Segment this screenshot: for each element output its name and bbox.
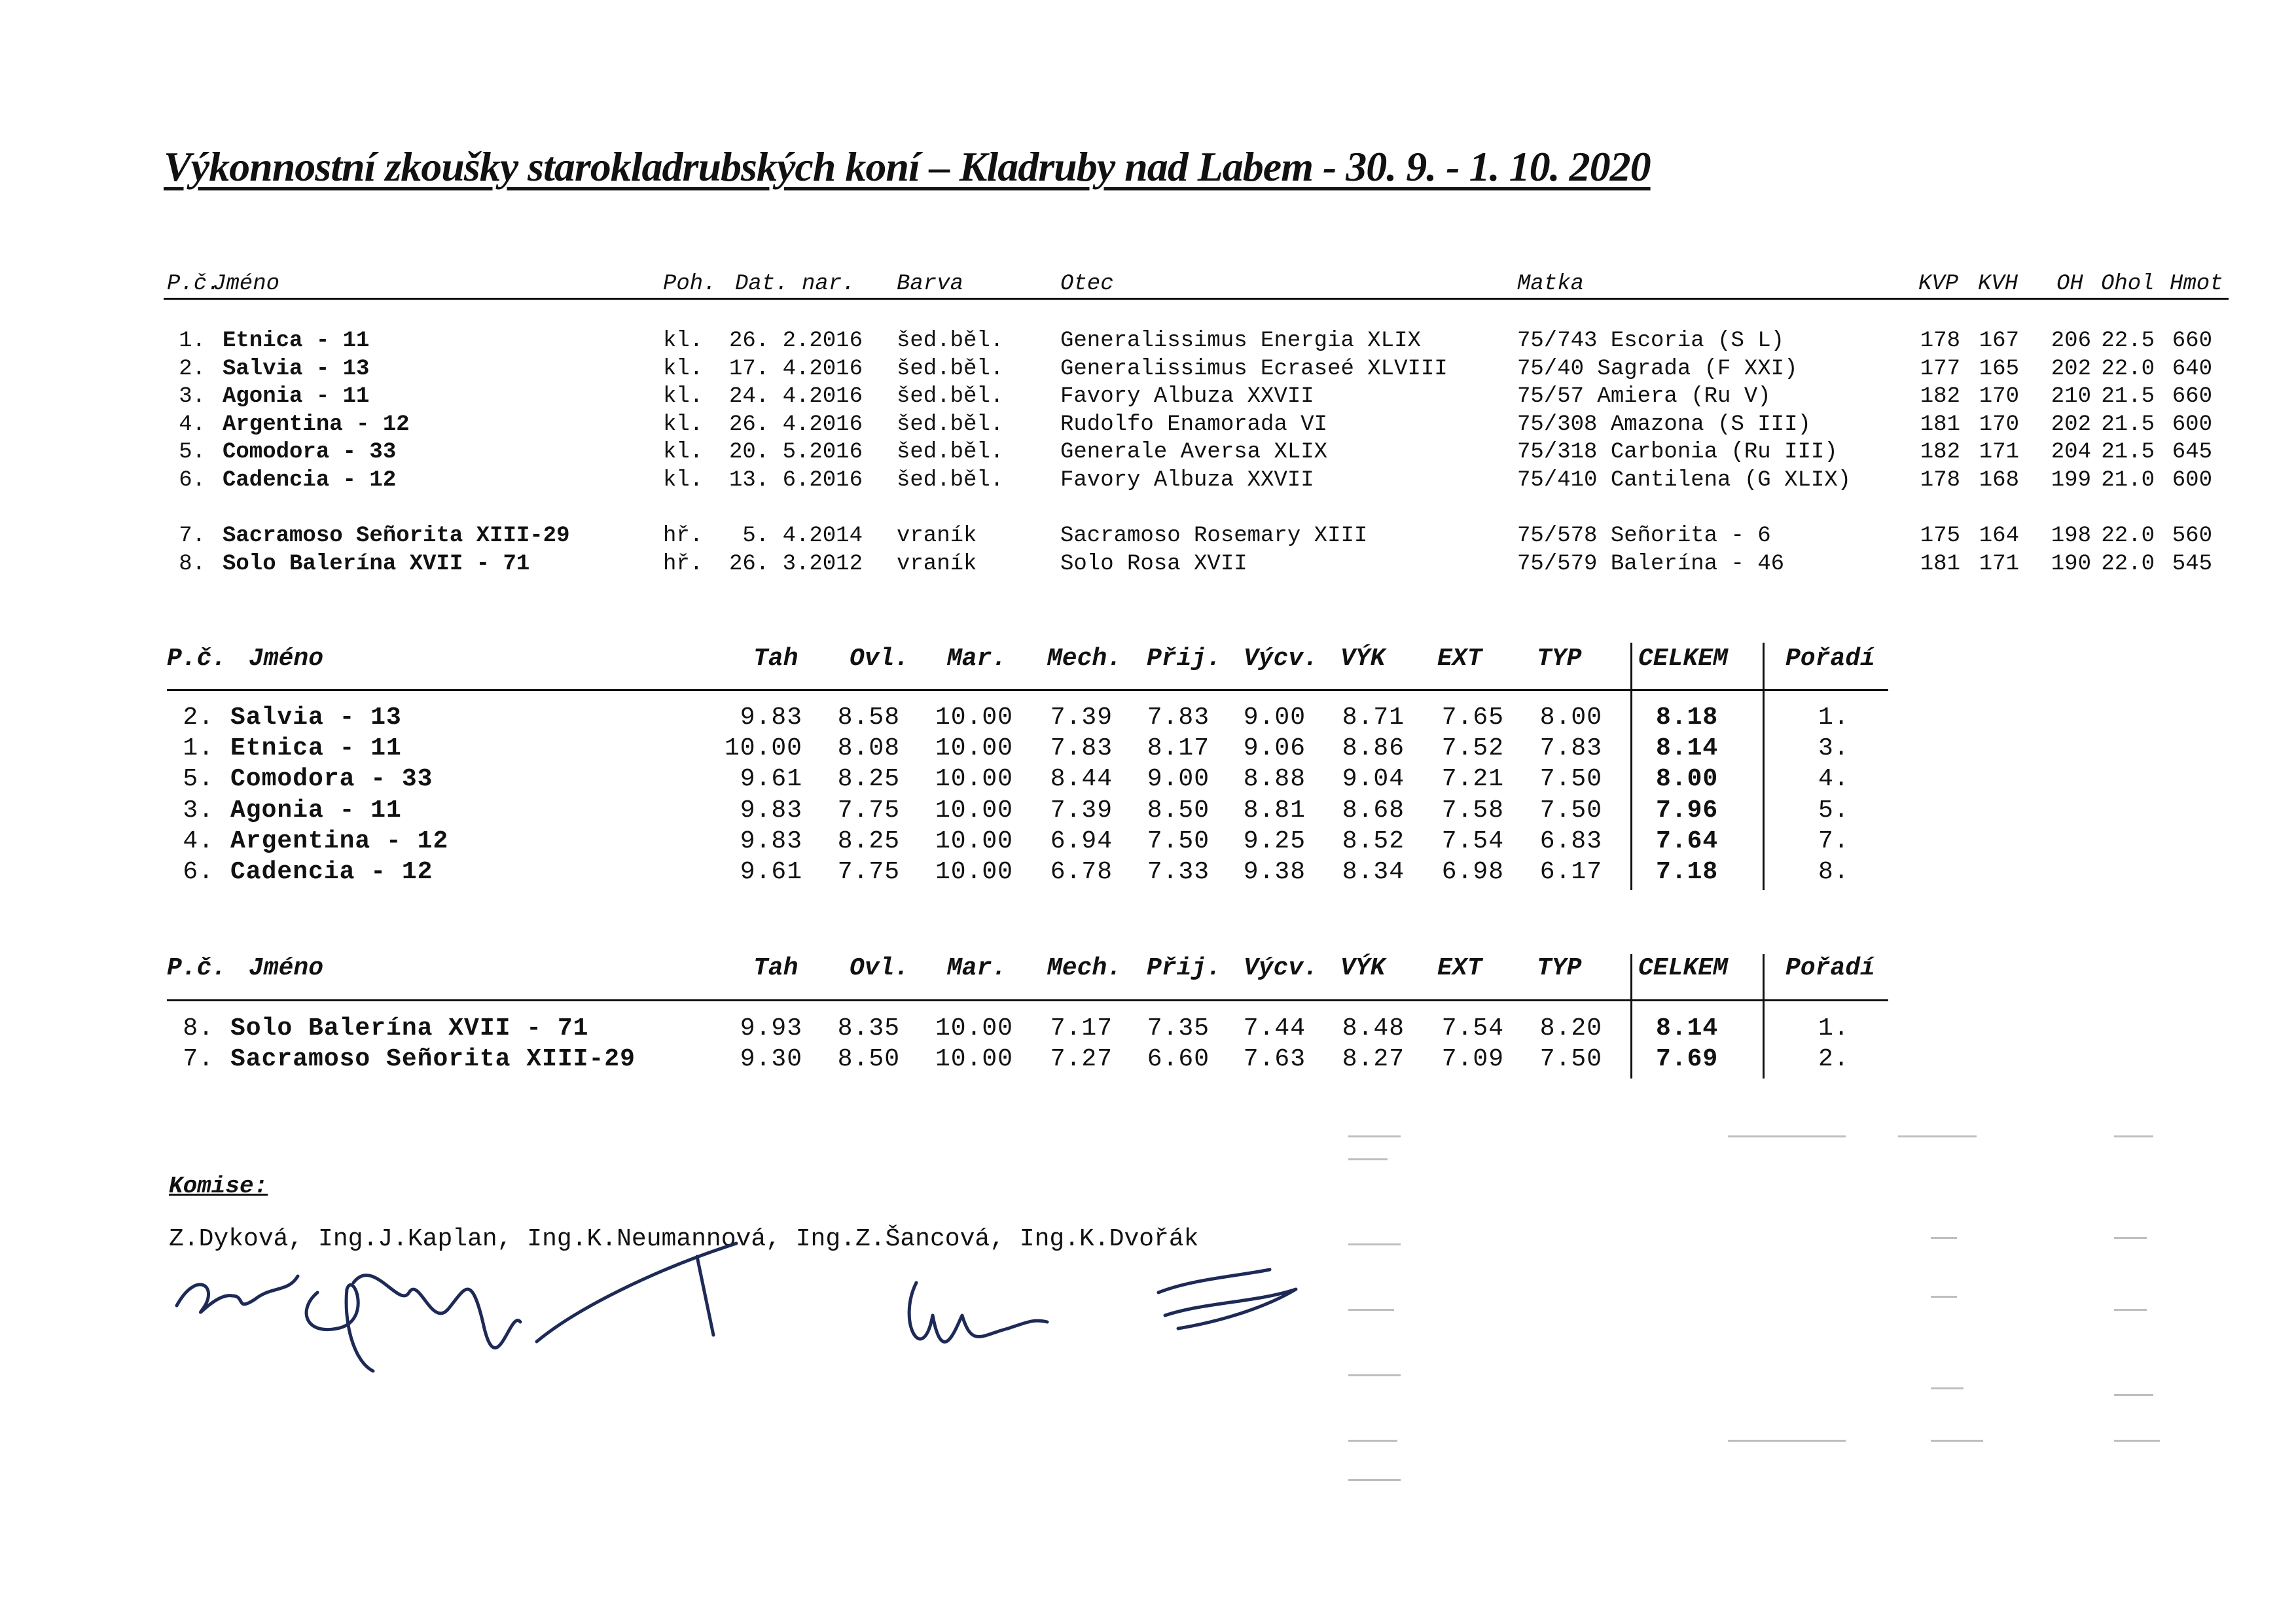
score-val: 9.06 (1243, 734, 1306, 763)
score-no: 6. (183, 858, 214, 886)
score-total: 7.96 (1656, 796, 1719, 825)
row-sex: kl. (663, 356, 704, 382)
score-val: 9.04 (1342, 765, 1405, 794)
hdr-ohol: Ohol (2101, 272, 2155, 296)
row-oh: 190 (2051, 551, 2091, 577)
row-oh: 204 (2051, 440, 2091, 465)
score-hdr-10: TYP (1537, 645, 1582, 673)
score-name: Salvia - 13 (230, 704, 402, 732)
score-val: 7.21 (1441, 765, 1504, 794)
score-val: 6.94 (1050, 827, 1113, 855)
score-val: 10.00 (724, 734, 802, 763)
score-val: 8.81 (1243, 796, 1306, 825)
row-kvh: 168 (1979, 468, 2019, 493)
score-val: 7.83 (1539, 734, 1602, 763)
row-name: Sacramoso Señorita XIII-29 (223, 524, 570, 548)
score-hdr-7: Výcv. (1244, 645, 1319, 673)
score-total: 8.14 (1656, 734, 1719, 763)
row-color: vraník (897, 524, 977, 548)
row-kvh: 171 (1979, 440, 2019, 465)
row-ohol: 22.0 (2101, 356, 2155, 382)
hdr-hmot: Hmot (2170, 272, 2223, 296)
score-val: 7.39 (1050, 704, 1113, 732)
score-val: 8.68 (1342, 796, 1405, 825)
score-hdr-12: Pořadí (1785, 954, 1875, 982)
row-sire: Generalissimus Ecraseé XLVIII (1060, 356, 1448, 382)
row-name: Cadencia - 12 (223, 468, 397, 493)
score-name: Etnica - 11 (230, 734, 402, 763)
row-hmot: 600 (2172, 468, 2212, 493)
score-no: 8. (183, 1014, 214, 1043)
score-val: 7.75 (837, 796, 900, 825)
score-val: 8.35 (837, 1014, 900, 1043)
row-ohol: 22.5 (2101, 329, 2155, 353)
score-val: 7.75 (837, 858, 900, 886)
score-val: 7.63 (1243, 1045, 1306, 1074)
score-val: 8.50 (837, 1045, 900, 1074)
score-val: 9.25 (1243, 827, 1306, 855)
row-color: vraník (897, 551, 977, 577)
row-color: šed.běl. (897, 412, 1004, 437)
score-hdr-2: Tah (753, 954, 798, 982)
score-val: 10.00 (935, 704, 1013, 732)
score-val: 9.30 (740, 1045, 802, 1074)
row-no: 7. (179, 524, 206, 548)
score-val: 9.93 (740, 1014, 802, 1043)
score-val: 7.35 (1147, 1014, 1210, 1043)
score-hdr-6: Přij. (1147, 954, 1222, 982)
score-hdr-7: Výcv. (1244, 954, 1319, 982)
row-oh: 202 (2051, 356, 2091, 382)
row-sex: kl. (663, 412, 704, 437)
row-name: Solo Balerína XVII - 71 (223, 551, 530, 577)
score-val: 9.00 (1147, 765, 1210, 794)
score-val: 7.52 (1441, 734, 1504, 763)
score-hdr-1: Jméno (249, 645, 324, 673)
row-sex: kl. (663, 329, 704, 353)
score-val: 10.00 (935, 827, 1013, 855)
score-hdr-6: Přij. (1147, 645, 1222, 673)
score-hdr-5: Mech. (1047, 954, 1122, 982)
row-sex: kl. (663, 468, 704, 493)
score-val: 8.50 (1147, 796, 1210, 825)
row-dam: 75/579 Balerína - 46 (1517, 551, 1785, 577)
score-val: 7.09 (1441, 1045, 1504, 1074)
score-val: 10.00 (935, 765, 1013, 794)
hdr-sire: Otec (1060, 272, 1114, 296)
row-color: šed.běl. (897, 468, 1004, 493)
score-val: 8.44 (1050, 765, 1113, 794)
score-hdr-9: EXT (1437, 645, 1482, 673)
row-sex: hř. (663, 524, 704, 548)
score-divider (1763, 643, 1765, 890)
row-no: 4. (179, 412, 206, 437)
row-kvp: 181 (1920, 412, 1960, 437)
row-no: 8. (179, 551, 206, 577)
score-val: 9.00 (1243, 704, 1306, 732)
score-val: 10.00 (935, 858, 1013, 886)
score-val: 7.83 (1147, 704, 1210, 732)
score-val: 9.38 (1243, 858, 1306, 886)
score-hdr-2: Tah (753, 645, 798, 673)
row-sire: Favory Albuza XXVII (1060, 384, 1314, 410)
score-hdr-10: TYP (1537, 954, 1582, 982)
row-dam: 75/410 Cantilena (G XLIX) (1517, 468, 1852, 493)
score-no: 3. (183, 796, 214, 825)
score-total: 8.14 (1656, 1014, 1719, 1043)
score-name: Comodora - 33 (230, 765, 433, 794)
score-val: 7.54 (1441, 1014, 1504, 1043)
score-val: 7.33 (1147, 858, 1210, 886)
score-hdr-3: Ovl. (850, 645, 910, 673)
row-kvh: 170 (1979, 412, 2019, 437)
row-hmot: 600 (2172, 412, 2212, 437)
horses-table-rule (164, 298, 2229, 300)
row-name: Argentina - 12 (223, 412, 410, 437)
hdr-no: P.č. (167, 272, 221, 296)
row-no: 5. (179, 440, 206, 465)
document-title: Výkonnostní zkoušky starokladrubských koní – Kladruby nad Labem - 30. 9. - 1. 10. 2020 (164, 143, 1651, 190)
row-ohol: 21.5 (2101, 440, 2155, 465)
score-val: 6.17 (1539, 858, 1602, 886)
score-val: 7.27 (1050, 1045, 1113, 1074)
score-val: 8.08 (837, 734, 900, 763)
score-val: 8.71 (1342, 704, 1405, 732)
row-name: Comodora - 33 (223, 440, 397, 465)
score-val: 7.50 (1539, 1045, 1602, 1074)
score-val: 7.83 (1050, 734, 1113, 763)
score-hdr-8: VÝK (1340, 645, 1386, 673)
score-name: Sacramoso Señorita XIII-29 (230, 1045, 636, 1074)
hdr-sex: Poh. (663, 272, 717, 296)
row-no: 6. (179, 468, 206, 493)
score-hdr-4: Mar. (947, 645, 1007, 673)
score-val: 8.88 (1243, 765, 1306, 794)
row-oh: 198 (2051, 524, 2091, 548)
score-val: 10.00 (935, 1014, 1013, 1043)
score-rank: 5. (1818, 796, 1850, 825)
score-divider (1630, 643, 1632, 890)
row-kvp: 177 (1920, 356, 1960, 382)
row-oh: 202 (2051, 412, 2091, 437)
score-val: 6.98 (1441, 858, 1504, 886)
row-kvp: 178 (1920, 329, 1960, 353)
score-name: Agonia - 11 (230, 796, 402, 825)
score-rank: 7. (1818, 827, 1850, 855)
score-rank: 8. (1818, 858, 1850, 886)
row-sex: kl. (663, 384, 704, 410)
row-kvp: 175 (1920, 524, 1960, 548)
row-ohol: 22.0 (2101, 524, 2155, 548)
row-dob: 13. 6.2016 (728, 468, 863, 493)
row-kvh: 167 (1979, 329, 2019, 353)
row-no: 3. (179, 384, 206, 410)
row-color: šed.běl. (897, 384, 1004, 410)
row-ohol: 21.5 (2101, 384, 2155, 410)
row-hmot: 640 (2172, 356, 2212, 382)
score-rank: 1. (1818, 704, 1850, 732)
row-dob: 24. 4.2016 (728, 384, 863, 410)
row-dob: 26. 3.2012 (728, 551, 863, 577)
hdr-name: Jméno (213, 272, 280, 296)
row-kvh: 170 (1979, 384, 2019, 410)
score-val: 7.39 (1050, 796, 1113, 825)
row-ohol: 21.5 (2101, 412, 2155, 437)
score-total: 7.69 (1656, 1045, 1719, 1074)
score-val: 7.50 (1539, 796, 1602, 825)
row-sire: Favory Albuza XXVII (1060, 468, 1314, 493)
row-hmot: 660 (2172, 329, 2212, 353)
score-val: 7.54 (1441, 827, 1504, 855)
row-kvh: 171 (1979, 551, 2019, 577)
score-no: 4. (183, 827, 214, 855)
hdr-kvh: KVH (1978, 272, 2018, 296)
row-sex: kl. (663, 440, 704, 465)
score-val: 7.50 (1147, 827, 1210, 855)
row-kvp: 182 (1920, 440, 1960, 465)
row-kvp: 178 (1920, 468, 1960, 493)
score-val: 9.61 (740, 858, 802, 886)
score-val: 9.83 (740, 827, 802, 855)
row-hmot: 560 (2172, 524, 2212, 548)
score-name: Argentina - 12 (230, 827, 449, 855)
row-dam: 75/318 Carbonia (Ru III) (1517, 440, 1838, 465)
row-name: Etnica - 11 (223, 329, 370, 353)
score-total: 8.00 (1656, 765, 1719, 794)
row-hmot: 545 (2172, 551, 2212, 577)
row-name: Agonia - 11 (223, 384, 370, 410)
score-hdr-0: P.č. (167, 954, 227, 982)
row-dob: 26. 2.2016 (728, 329, 863, 353)
score-val: 8.34 (1342, 858, 1405, 886)
score-val: 8.52 (1342, 827, 1405, 855)
hdr-oh: OH (2056, 272, 2083, 296)
row-dam: 75/578 Señorita - 6 (1517, 524, 1771, 548)
row-color: šed.běl. (897, 356, 1004, 382)
score-val: 7.65 (1441, 704, 1504, 732)
row-no: 1. (179, 329, 206, 353)
score-rank: 3. (1818, 734, 1850, 763)
score-rank: 4. (1818, 765, 1850, 794)
score-name: Cadencia - 12 (230, 858, 433, 886)
score-no: 1. (183, 734, 214, 763)
row-sex: hř. (663, 551, 704, 577)
row-dam: 75/40 Sagrada (F XXI) (1517, 356, 1798, 382)
score-hdr-11: CELKEM (1638, 954, 1728, 982)
row-color: šed.běl. (897, 329, 1004, 353)
row-hmot: 645 (2172, 440, 2212, 465)
score-hdr-4: Mar. (947, 954, 1007, 982)
row-dob: 5. 4.2014 (742, 524, 863, 548)
score-val: 10.00 (935, 1045, 1013, 1074)
row-oh: 206 (2051, 329, 2091, 353)
hdr-color: Barva (897, 272, 964, 296)
score-val: 9.83 (740, 704, 802, 732)
score-hdr-0: P.č. (167, 645, 227, 673)
commission-label: Komise: (169, 1173, 268, 1200)
score-hdr-12: Pořadí (1785, 645, 1875, 673)
score-val: 8.17 (1147, 734, 1210, 763)
score-val: 7.50 (1539, 765, 1602, 794)
hdr-kvp: KVP (1918, 272, 1959, 296)
row-ohol: 21.0 (2101, 468, 2155, 493)
row-name: Salvia - 13 (223, 356, 370, 382)
score-hdr-8: VÝK (1340, 954, 1386, 982)
score-val: 8.58 (837, 704, 900, 732)
row-sire: Sacramoso Rosemary XIII (1060, 524, 1368, 548)
row-kvh: 165 (1979, 356, 2019, 382)
score-hdr-1: Jméno (249, 954, 324, 982)
row-kvp: 182 (1920, 384, 1960, 410)
score-hdr-11: CELKEM (1638, 645, 1728, 673)
hdr-dob: Dat. nar. (735, 272, 855, 296)
score-val: 8.86 (1342, 734, 1405, 763)
score-val: 9.83 (740, 796, 802, 825)
row-color: šed.běl. (897, 440, 1004, 465)
row-dam: 75/57 Amiera (Ru V) (1517, 384, 1771, 410)
row-no: 2. (179, 356, 206, 382)
score-val: 6.78 (1050, 858, 1113, 886)
score-total: 7.64 (1656, 827, 1719, 855)
score-hdr-5: Mech. (1047, 645, 1122, 673)
score-val: 8.00 (1539, 704, 1602, 732)
row-kvp: 181 (1920, 551, 1960, 577)
score-no: 2. (183, 704, 214, 732)
score-no: 7. (183, 1045, 214, 1074)
score-val: 7.44 (1243, 1014, 1306, 1043)
commission-members: Z.Dyková, Ing.J.Kaplan, Ing.K.Neumannová, Ing.Z.Šancová, Ing.K.Dvořák (169, 1225, 1199, 1253)
score-val: 8.48 (1342, 1014, 1405, 1043)
row-dob: 17. 4.2016 (728, 356, 863, 382)
row-dob: 26. 4.2016 (728, 412, 863, 437)
score-val: 7.17 (1050, 1014, 1113, 1043)
row-dam: 75/743 Escoria (S L) (1517, 329, 1785, 353)
score-val: 9.61 (740, 765, 802, 794)
row-sire: Solo Rosa XVII (1060, 551, 1247, 577)
row-oh: 199 (2051, 468, 2091, 493)
score-val: 10.00 (935, 796, 1013, 825)
row-sire: Generale Aversa XLIX (1060, 440, 1328, 465)
row-kvh: 164 (1979, 524, 2019, 548)
row-dam: 75/308 Amazona (S III) (1517, 412, 1811, 437)
score-rank: 1. (1818, 1014, 1850, 1043)
score-val: 7.58 (1441, 796, 1504, 825)
score-val: 6.83 (1539, 827, 1602, 855)
row-hmot: 660 (2172, 384, 2212, 410)
score-val: 8.25 (837, 765, 900, 794)
score-hdr-3: Ovl. (850, 954, 910, 982)
hdr-dam: Matka (1517, 272, 1585, 296)
score-rank: 2. (1818, 1045, 1850, 1074)
score-name: Solo Balerína XVII - 71 (230, 1014, 589, 1043)
score-hdr-9: EXT (1437, 954, 1482, 982)
row-dob: 20. 5.2016 (728, 440, 863, 465)
score-divider (1763, 954, 1765, 1079)
row-sire: Rudolfo Enamorada VI (1060, 412, 1328, 437)
row-ohol: 22.0 (2101, 551, 2155, 577)
score-val: 8.20 (1539, 1014, 1602, 1043)
score-divider (1630, 954, 1632, 1079)
score-val: 10.00 (935, 734, 1013, 763)
score-total: 7.18 (1656, 858, 1719, 886)
signatures-scribble (157, 1230, 1335, 1427)
score-total: 8.18 (1656, 704, 1719, 732)
row-oh: 210 (2051, 384, 2091, 410)
score-val: 6.60 (1147, 1045, 1210, 1074)
row-sire: Generalissimus Energia XLIX (1060, 329, 1421, 353)
score-val: 8.27 (1342, 1045, 1405, 1074)
score-no: 5. (183, 765, 214, 794)
score-val: 8.25 (837, 827, 900, 855)
